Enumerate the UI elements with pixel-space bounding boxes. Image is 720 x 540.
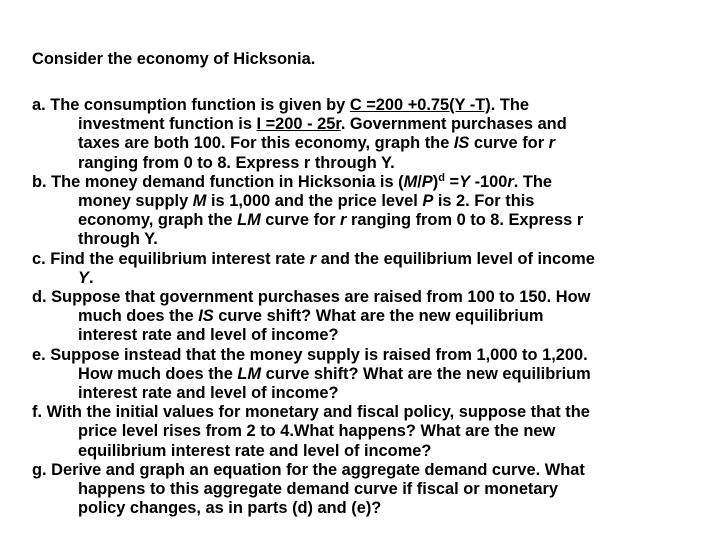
question-line: a. The consumption function is given by C =200 +0.75(Y -T). The	[32, 96, 529, 114]
question-item-d	[32, 288, 692, 346]
italic-term: IS	[198, 307, 214, 326]
question-line: money supply M is 1,000 and the price level P is 2. For this	[78, 192, 535, 211]
question-item-g	[32, 461, 692, 519]
italic-term: Y	[459, 172, 471, 191]
question-line: happens to this aggregate demand curve if fiscal or monetary	[78, 480, 559, 499]
italic-term: r	[548, 134, 556, 153]
question-line: Y.	[78, 268, 94, 287]
question-line: economy, graph the LM curve for r ranging from 0 to 8. Express r	[78, 211, 584, 230]
italic-term: M	[403, 172, 418, 191]
underlined-equation: C =200 +0.75(Y -T)	[349, 96, 491, 114]
italic-term: r	[309, 249, 317, 268]
question-line: f. With the initial values for monetary and fiscal policy, suppose that the	[32, 403, 590, 422]
italic-term: M	[192, 192, 207, 211]
question-label: d.	[32, 288, 52, 307]
question-line: policy changes, as in parts (d) and (e)?	[78, 499, 382, 518]
italic-term: Y	[78, 268, 89, 287]
question-label: g.	[32, 460, 52, 479]
question-line: d. Suppose that government purchases are raised from 100 to 150. How	[32, 288, 591, 307]
question-item-e	[32, 346, 692, 404]
italic-term: P	[421, 172, 433, 191]
question-line: equilibrium interest rate and level of income?	[78, 441, 432, 460]
italic-term: r	[507, 172, 514, 191]
question-line: interest rate and level of income?	[78, 326, 339, 345]
intro-text: Consider the economy of Hicksonia.	[32, 50, 316, 68]
question-list	[32, 96, 692, 518]
italic-term: r	[340, 211, 347, 230]
question-line: e. Suppose instead that the money supply is raised from 1,000 to 1,200.	[32, 345, 588, 364]
italic-term: IS	[453, 134, 470, 153]
question-label: f.	[32, 403, 47, 422]
question-item-c	[32, 250, 692, 288]
italic-term: LM	[237, 364, 262, 383]
underlined-equation: I =200 - 25r	[256, 115, 341, 134]
question-line: b. The money demand function in Hicksonia is $(M/P)^d =Y$ -100r. The	[32, 171, 553, 191]
question-line: c. Find the equilibrium interest rate r and the equilibrium level of income	[32, 249, 595, 268]
question-line: investment function is I =200 - 25r. Government purchases and	[78, 115, 567, 134]
question-line: price level rises from 2 to 4.What happens? What are the new	[78, 422, 556, 441]
question-label: b.	[32, 172, 52, 191]
question-line: g. Derive and graph an equation for the aggregate demand curve. What	[32, 460, 585, 479]
question-item-b	[32, 173, 692, 250]
question-line: much does the IS curve shift? What are the new equilibrium	[78, 307, 544, 326]
question-line: How much does the LM curve shift? What are the new equilibrium	[78, 364, 591, 383]
question-item-f	[32, 403, 692, 461]
question-item-a	[32, 96, 692, 173]
italic-term: LM	[237, 211, 261, 230]
question-label: a.	[32, 96, 51, 114]
question-line: ranging from 0 to 8. Express r through Y.	[78, 153, 395, 172]
question-label: e.	[32, 345, 51, 364]
question-label: c.	[32, 249, 51, 268]
superscript: d	[438, 171, 445, 184]
italic-term: P	[422, 192, 434, 211]
question-line: interest rate and level of income?	[78, 384, 339, 403]
question-line: through Y.	[78, 230, 158, 249]
question-line: taxes are both 100. For this economy, graph the IS curve for r	[78, 134, 556, 153]
